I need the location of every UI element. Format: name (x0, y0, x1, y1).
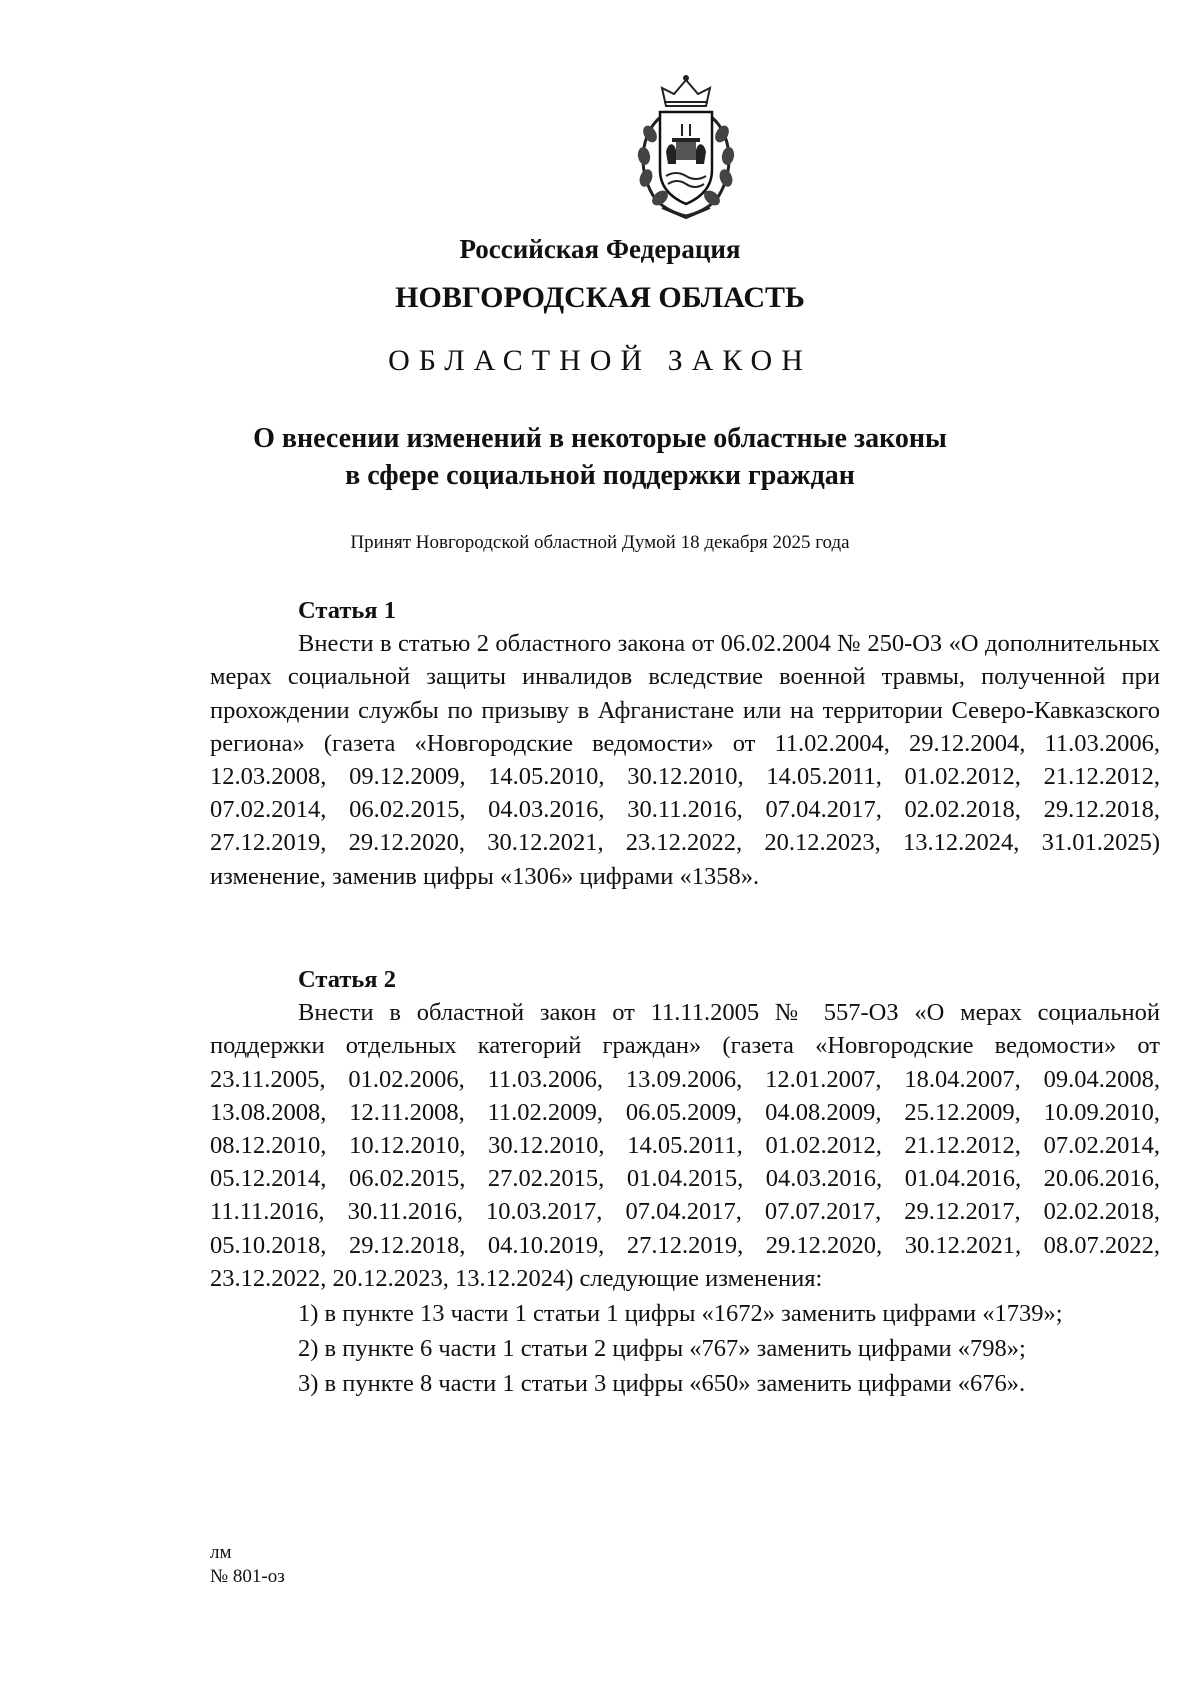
article-1-text: Внести в статью 2 областного закона от 06.02.2004 № 250-ОЗ «О дополнительных мерах социальной защиты инвалидов вследствие военной травмы, полученной при прохождении службы по призыву в Афганистане или на территории Северо-Кавказского региона» (газета «Новгородские ведомости» от 11.02.2004, 29.12.2004, 11.03.2006, 12.03.2008, 09.12.2009, 14.05.2010, 30.12.2010, 14.05.2011, 01.02.2012, 21.12.2012, 07.02.2014, 06.02.2015, 04.03.2016, 30.11.2016, 07.04.2017, 02.02.2018, 29.12.2018, 27.12.2019, 29.12.2020, 30.12.2021, 23.12.2022, 20.12.2023, 13.12.2024, 31.01.2025) изменение, заменив цифры «1306» цифрами «1358». (210, 630, 1160, 890)
footer-initials: лм (210, 1542, 232, 1563)
law-title-line-1: О внесении изменений в некоторые областные законы (253, 423, 947, 454)
coat-of-arms-emblem (622, 72, 750, 222)
article-2-item-1: 1) в пункте 13 части 1 статьи 1 цифры «1672» заменить цифрами «1739»; (298, 1300, 1063, 1328)
federation-heading: Российская Федерация (459, 234, 741, 264)
law-title-line-2: в сфере социальной поддержки граждан (345, 460, 855, 491)
law-title (0, 420, 1200, 494)
adoption-line: Принят Новгородской областной Думой 18 декабря 2025 года (350, 532, 850, 553)
law-type-heading: ОБЛАСТНОЙ ЗАКОН (388, 344, 812, 377)
footer-number: № 801-оз (210, 1566, 285, 1587)
article-2-item-3: 3) в пункте 8 части 1 статьи 3 цифры «650» заменить цифрами «676». (298, 1370, 1026, 1398)
article-1-heading: Статья 1 (298, 597, 396, 624)
article-2-item-2: 2) в пункте 6 части 1 статьи 2 цифры «767» заменить цифрами «798»; (298, 1335, 1026, 1363)
region-heading: НОВГОРОДСКАЯ ОБЛАСТЬ (395, 281, 805, 314)
article-2-heading: Статья 2 (298, 966, 396, 993)
article-2 (210, 963, 1160, 1401)
article-1 (210, 594, 1160, 893)
article-2-text: Внести в областной закон от 11.11.2005 № 557-ОЗ «О мерах социальной поддержки отдельных категорий граждан» (газета «Новгородские ведомости» от 23.11.2005, 01.02.2006, 11.03.2006, 13.09.2006, 12.01.2007, 18.04.2007, 09.04.2008, 13.08.2008, 12.11.2008, 11.02.2009, 06.05.2009, 04.08.2009, 25.12.2009, 10.09.2010, 08.12.2010, 10.12.2010, 30.12.2010, 14.05.2011, 01.02.2012, 21.12.2012, 07.02.2014, 05.12.2014, 06.02.2015, 27.02.2015, 01.04.2015, 04.03.2016, 01.04.2016, 20.06.2016, 11.11.2016, 30.11.2016, 10.03.2017, 07.04.2017, 07.07.2017, 29.12.2017, 02.02.2018, 05.10.2018, 29.12.2018, 04.10.2019, 27.12.2019, 29.12.2020, 30.12.2021, 08.07.2022, 23.12.2022, 20.12.2023, 13.12.2024) следующие изменения: (210, 999, 1160, 1292)
document-footer (210, 1541, 285, 1589)
